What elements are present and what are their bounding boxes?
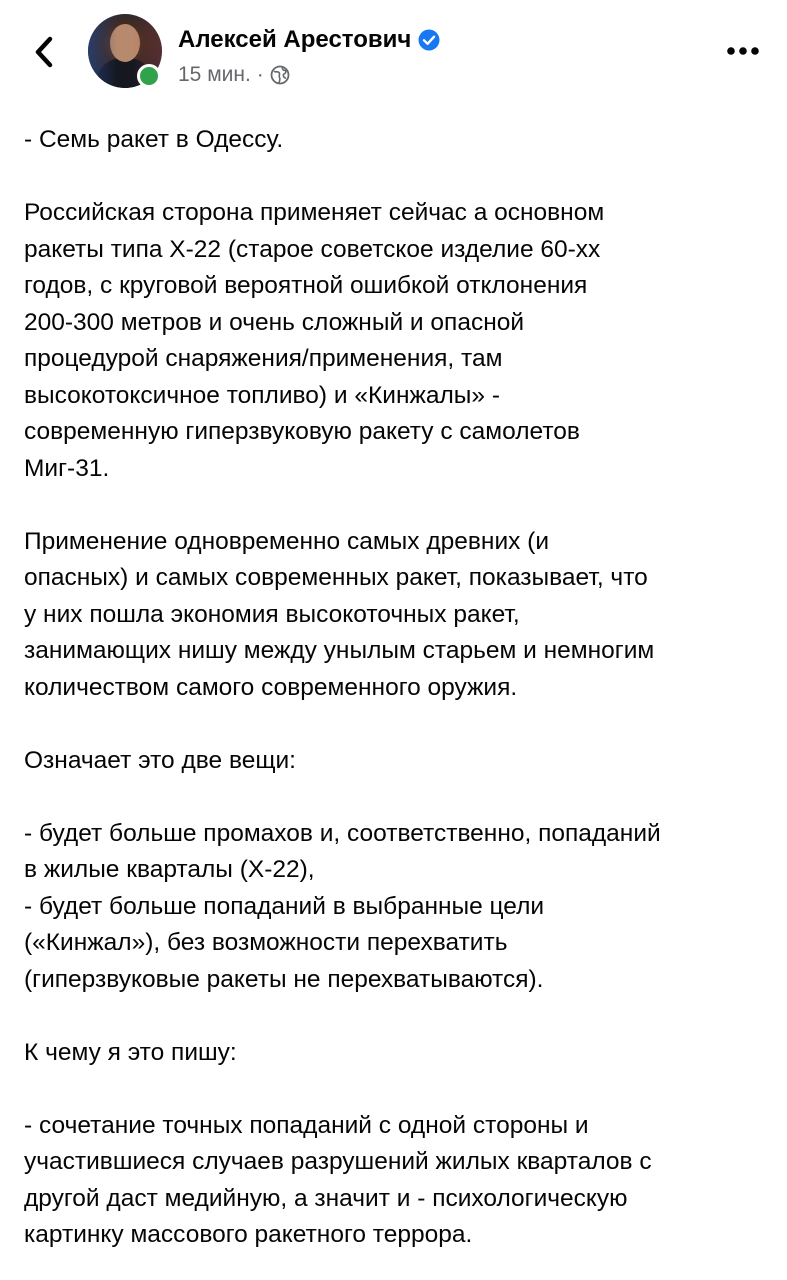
paragraph-break [24, 779, 774, 816]
paragraph-break [24, 159, 774, 196]
post-text-line: К чему я это пишу: [24, 1038, 237, 1066]
post-text-line: - Семь ракет в Одессу. [24, 126, 284, 153]
post-text-line: ракеты типа Х-22 (старое советское изделие 60-хх [24, 235, 601, 263]
paragraph-break [24, 1071, 774, 1108]
post-header [0, 0, 787, 110]
post-text-line: картинку массового ракетного террора. [24, 1221, 473, 1248]
post-text-line: высокотоксичное топливо) и «Кинжалы» - [24, 381, 500, 409]
post-text-line: - будет больше попаданий в выбранные цели [24, 892, 545, 920]
post-text-line: другой даст медийную, а значит и - психологическую [24, 1184, 628, 1212]
post-text-line: Применение одновременно самых древних (и [24, 527, 550, 555]
post-text-line: Миг-31. [24, 454, 110, 482]
more-options-button[interactable] [718, 34, 768, 68]
verified-badge-icon [418, 29, 440, 51]
post-text-line: у них пошла экономия высокоточных ракет, [24, 600, 520, 628]
post-text-line: современную гиперзвуковую ракету с самолетов [24, 418, 580, 445]
more-horizontal-icon [726, 46, 760, 56]
post-meta [178, 60, 290, 90]
author-name-row [178, 24, 440, 56]
post-text-line: 200-300 метров и очень сложный и опасной [24, 308, 525, 336]
post-text-line: количеством самого современного оружия. [24, 673, 518, 701]
chevron-left-icon [34, 36, 54, 68]
post-text-line: - будет больше промахов и, соответственно, попаданий [24, 819, 661, 847]
post-text-line: занимающих нишу между унылым старьем и немногим [24, 637, 655, 664]
author-name[interactable]: Алексей Арестович [178, 26, 412, 53]
post-text-line: Российская сторона применяет сейчас а основном [24, 199, 605, 226]
back-button[interactable] [26, 30, 62, 74]
post-text-line: опасных) и самых современных ракет, показывает, что [24, 564, 648, 591]
globe-icon[interactable] [270, 65, 290, 85]
online-status-indicator [137, 64, 161, 88]
paragraph-break [24, 706, 774, 743]
post-text-line: - сочетание точных попаданий с одной стороны и [24, 1111, 589, 1139]
post-text [24, 122, 774, 1254]
post-text-line: («Кинжал»), без возможности перехватить [24, 929, 508, 956]
post-text-line: участившиеся случаев разрушений жилых кварталов с [24, 1148, 652, 1175]
post-text-line: (гиперзвуковые ракеты не перехватываются). [24, 965, 544, 993]
post-text-line: процедурой снаряжения/применения, там [24, 345, 503, 372]
paragraph-break [24, 487, 774, 524]
meta-separator: · [256, 63, 264, 86]
post-text-line: в жилые кварталы (Х-22), [24, 856, 315, 883]
post-text-line: годов, с круговой вероятной ошибкой отклонения [24, 272, 588, 299]
post-text-line: Означает это две вещи: [24, 746, 296, 774]
paragraph-break [24, 998, 774, 1035]
post-timestamp[interactable]: 15 мин. [178, 63, 251, 86]
